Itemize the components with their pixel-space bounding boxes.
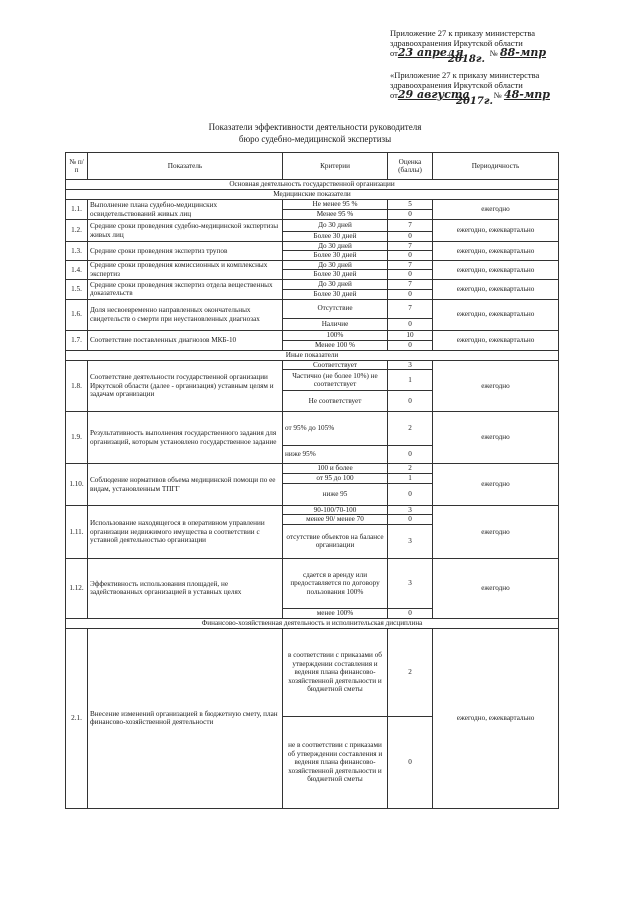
indicator-name: Доля несвоевременно направленных окончательных свидетельств о смерти при неустановленных диагнозах — [88, 299, 283, 330]
row-number: 1.2. — [66, 220, 88, 242]
table-row — [66, 506, 559, 515]
score: 0 — [388, 232, 433, 242]
table-row — [66, 360, 559, 369]
periodicity: ежегодно, ежеквартально — [433, 242, 559, 261]
criterion: 90-100/70-100 — [283, 506, 388, 515]
criterion: в соответствии с приказами об утверждении составления и ведения плана финансово-хозяйственной деятельности и бюджетной сметы — [283, 628, 388, 716]
criterion: Частично (не более 10%) не соответствует — [283, 370, 388, 391]
score: 1 — [388, 474, 433, 484]
table-row — [66, 628, 559, 716]
score: 0 — [388, 251, 433, 260]
score: 7 — [388, 260, 433, 269]
score: 2 — [388, 464, 433, 474]
handwritten-date: 29 августа — [397, 88, 470, 101]
criterion: До 30 дней — [283, 220, 388, 232]
criterion: Менее 95 % — [283, 210, 388, 220]
criterion: менее 90/ менее 70 — [283, 515, 388, 524]
title-line: Показатели эффективности деятельности руководителя — [208, 122, 422, 132]
table-row — [66, 412, 559, 446]
score: 0 — [388, 484, 433, 506]
header-line: «Приложение 27 к приказу министерства — [390, 70, 540, 80]
periodicity: ежегодно, ежеквартально — [433, 220, 559, 242]
indicator-name: Соответствие поставленных диагнозов МКБ-10 — [88, 330, 283, 350]
table-row — [66, 330, 559, 340]
criterion: Наличие — [283, 318, 388, 330]
header-criteria: Критерии — [283, 153, 388, 180]
criterion: Более 30 дней — [283, 270, 388, 279]
criterion: менее 100% — [283, 608, 388, 618]
table-row — [66, 220, 559, 232]
header-appendix-previous — [390, 70, 550, 107]
header-periodicity: Периодичность — [433, 153, 559, 180]
score: 2 — [388, 412, 433, 446]
indicator-name: Средние сроки проведения комиссионных и комплексных экспертиз — [88, 260, 283, 279]
score: 2 — [388, 628, 433, 716]
score: 3 — [388, 506, 433, 515]
header-appendix-current — [390, 28, 546, 65]
periodicity: ежегодно — [433, 506, 559, 559]
handwritten-year: 2017г. — [456, 96, 493, 107]
criterion: Отсутствие — [283, 299, 388, 318]
score: 0 — [388, 289, 433, 299]
header-line: Приложение 27 к приказу министерства — [390, 28, 535, 38]
header-line: здравоохранения Иркутской области — [390, 80, 523, 90]
criterion: отсутствие объектов на балансе организации — [283, 524, 388, 558]
score: 7 — [388, 299, 433, 318]
table-row — [66, 242, 559, 251]
table-row — [66, 260, 559, 269]
header-line: здравоохранения Иркутской области — [390, 38, 523, 48]
indicator-name: Средние сроки проведения экспертиз отдела вещественных доказательств — [88, 279, 283, 299]
criterion: ниже 95 — [283, 484, 388, 506]
periodicity: ежегодно — [433, 200, 559, 220]
criterion: Более 30 дней — [283, 232, 388, 242]
row-number: 1.7. — [66, 330, 88, 350]
header-indicator: Показатель — [88, 153, 283, 180]
periodicity: ежегодно — [433, 558, 559, 618]
criterion: Соответствует — [283, 360, 388, 369]
row-number: 1.6. — [66, 299, 88, 330]
indicator-name: Соответствие деятельности государственной организации Иркутской области (далее - организация) уставным целям и задачам организации — [88, 360, 283, 411]
score: 3 — [388, 360, 433, 369]
criterion: от 95 до 100 — [283, 474, 388, 484]
score: 3 — [388, 524, 433, 558]
table-row — [66, 558, 559, 608]
row-number: 1.5. — [66, 279, 88, 299]
score: 0 — [388, 318, 433, 330]
periodicity: ежегодно, ежеквартально — [433, 330, 559, 350]
row-number: 1.1. — [66, 200, 88, 220]
periodicity: ежегодно — [433, 412, 559, 464]
row-number: 1.3. — [66, 242, 88, 261]
header-score: Оценка (баллы) — [388, 153, 433, 180]
section-heading: Финансово-хозяйственная деятельность и исполнительская дисциплина — [66, 618, 559, 628]
score: 3 — [388, 558, 433, 608]
score: 0 — [388, 210, 433, 220]
score: 7 — [388, 220, 433, 232]
handwritten-number: 48-мпр — [503, 88, 550, 101]
indicator-name: Результативность выполнения государственного задания для организаций, которым установлено государственное задание — [88, 412, 283, 464]
number-prefix: № — [493, 90, 502, 100]
criterion: 100% — [283, 330, 388, 340]
score: 0 — [388, 716, 433, 808]
indicator-name: Средние сроки проведения судебно-медицинской экспертизы живых лиц — [88, 220, 283, 242]
table-row — [66, 299, 559, 318]
indicator-name: Соблюдение нормативов объема медицинской помощи по ее видам, установленным ТПГГ — [88, 464, 283, 506]
periodicity: ежегодно, ежеквартально — [433, 279, 559, 299]
handwritten-number: 88-мпр — [500, 46, 547, 59]
periodicity: ежегодно, ежеквартально — [433, 299, 559, 330]
periodicity: ежегодно — [433, 360, 559, 411]
criterion: До 30 дней — [283, 279, 388, 289]
periodicity: ежегодно — [433, 464, 559, 506]
section-heading: Основная деятельность государственной организации — [66, 180, 559, 190]
score: 0 — [388, 608, 433, 618]
periodicity: ежегодно, ежеквартально — [433, 260, 559, 279]
criterion: Более 30 дней — [283, 251, 388, 260]
header-number: № п/п — [66, 153, 88, 180]
score: 5 — [388, 200, 433, 210]
indicator-name: Эффективность использования площадей, не задействованных организацией в уставных целях — [88, 558, 283, 618]
table-row — [66, 279, 559, 289]
section-heading: Иные показатели — [66, 350, 559, 360]
handwritten-year: 2018г. — [448, 54, 485, 65]
score: 7 — [388, 242, 433, 251]
criterion: Не соответствует — [283, 391, 388, 412]
row-number: 2.1. — [66, 628, 88, 808]
score: 0 — [388, 270, 433, 279]
score: 1 — [388, 370, 433, 391]
handwritten-date: 23 апреля — [397, 46, 464, 59]
score: 10 — [388, 330, 433, 340]
row-number: 1.9. — [66, 412, 88, 464]
indicator-name: Внесение изменений организацией в бюджетную смету, план финансово-хозяйственной деятельности — [88, 628, 283, 808]
row-number: 1.11. — [66, 506, 88, 559]
section-heading: Медицинские показатели — [66, 190, 559, 200]
row-number: 1.10. — [66, 464, 88, 506]
score: 7 — [388, 279, 433, 289]
criterion: 100 и более — [283, 464, 388, 474]
row-number: 1.12. — [66, 558, 88, 618]
criterion: Более 30 дней — [283, 289, 388, 299]
score: 0 — [388, 446, 433, 464]
periodicity: ежегодно, ежеквартально — [433, 628, 559, 808]
row-number: 1.4. — [66, 260, 88, 279]
criterion: Менее 100 % — [283, 340, 388, 350]
criterion: Не менее 95 % — [283, 200, 388, 210]
criterion: не в соответствии с приказами об утверждении составления и ведения плана финансово- хозяйственной деятельности и бюджетной сметы — [283, 716, 388, 808]
indicator-name: Использование находящегося в оперативном управлении организации недвижимого имущества в соответствии с уставной деятельностью организации — [88, 506, 283, 559]
indicator-name: Выполнение плана судебно-медицинских освидетельствований живых лиц — [88, 200, 283, 220]
score: 0 — [388, 515, 433, 524]
number-prefix: № — [489, 48, 498, 58]
date-prefix: от — [390, 90, 398, 100]
row-number: 1.8. — [66, 360, 88, 411]
criterion: сдается в аренду или предоставляется по договору пользования 100% — [283, 558, 388, 608]
document-title — [150, 121, 480, 145]
indicators-table — [65, 152, 559, 809]
score: 0 — [388, 391, 433, 412]
date-prefix: от — [390, 48, 398, 58]
criterion: от 95% до 105% — [283, 412, 388, 446]
table-row — [66, 200, 559, 210]
criterion: До 30 дней — [283, 260, 388, 269]
title-line: бюро судебно-медицинской экспертизы — [238, 134, 392, 144]
indicator-name: Средние сроки проведения экспертиз трупов — [88, 242, 283, 261]
table-row — [66, 464, 559, 474]
score: 0 — [388, 340, 433, 350]
criterion: ниже 95% — [283, 446, 388, 464]
criterion: До 30 дней — [283, 242, 388, 251]
